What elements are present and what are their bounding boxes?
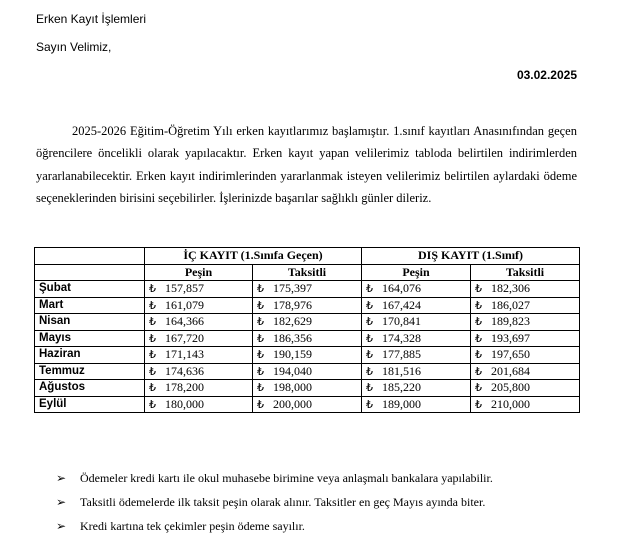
amount-cell <box>145 281 253 298</box>
currency-symbol: ₺ <box>475 331 483 345</box>
amount-cell <box>145 380 253 397</box>
month-cell: Haziran <box>35 347 145 364</box>
amount-cell <box>362 380 471 397</box>
amount-cell <box>471 330 580 347</box>
month-cell: Ağustos <box>35 380 145 397</box>
amount-value: 201,684 <box>491 363 531 378</box>
amount-cell <box>471 314 580 331</box>
amount-cell <box>253 396 362 413</box>
note-text: Ödemeler kredi kartı ile okul muhasebe birimine veya anlaşmalı bankalara yapılabilir. <box>80 471 493 485</box>
fee-table <box>34 247 580 413</box>
amount-cell <box>145 330 253 347</box>
currency-symbol: ₺ <box>149 348 156 362</box>
note-text: Taksitli ödemelerde ilk taksit peşin olarak alınır. Taksitler en geç Mayıs ayında biter. <box>80 495 486 509</box>
amount-value: 180,000 <box>165 396 204 411</box>
note-item <box>56 494 493 518</box>
month-cell: Nisan <box>35 314 145 331</box>
currency-symbol: ₺ <box>149 381 156 395</box>
currency-symbol: ₺ <box>475 315 483 329</box>
currency-symbol: ₺ <box>475 397 483 411</box>
amount-value: 164,366 <box>165 314 204 329</box>
table-row <box>35 281 580 298</box>
currency-symbol: ₺ <box>366 282 374 296</box>
amount-value: 177,885 <box>382 347 422 362</box>
amount-value: 190,159 <box>273 347 312 362</box>
currency-symbol: ₺ <box>149 397 156 411</box>
amount-value: 197,650 <box>491 347 531 362</box>
arrow-right-icon: ➢ <box>56 471 67 485</box>
amount-cell <box>253 363 362 380</box>
letter-date: 03.02.2025 <box>516 68 577 82</box>
note-item <box>56 470 493 494</box>
amount-value: 175,397 <box>273 281 312 296</box>
currency-symbol: ₺ <box>366 315 374 329</box>
amount-cell <box>253 297 362 314</box>
month-cell: Mart <box>35 297 145 314</box>
table-row <box>35 380 580 397</box>
amount-cell <box>471 297 580 314</box>
amount-cell <box>253 314 362 331</box>
currency-symbol: ₺ <box>366 348 374 362</box>
amount-cell <box>362 347 471 364</box>
currency-symbol: ₺ <box>366 298 374 312</box>
amount-cell <box>253 330 362 347</box>
amount-value: 167,720 <box>165 330 204 345</box>
empty-header-cell <box>35 248 145 265</box>
currency-symbol: ₺ <box>475 282 483 296</box>
amount-cell <box>362 281 471 298</box>
amount-value: 194,040 <box>273 363 312 378</box>
table-row <box>35 396 580 413</box>
amount-cell <box>471 363 580 380</box>
table-row <box>35 314 580 331</box>
table-row <box>35 297 580 314</box>
amount-value: 185,220 <box>382 380 422 395</box>
amount-value: 161,079 <box>165 297 204 312</box>
currency-symbol: ₺ <box>366 364 374 378</box>
internal-registration-header: İÇ KAYIT (1.Sınıfa Geçen) <box>145 248 362 265</box>
amount-value: 189,823 <box>491 314 531 329</box>
external-registration-header: DIŞ KAYIT (1.Sınıf) <box>362 248 580 265</box>
amount-cell <box>253 347 362 364</box>
amount-cell <box>471 380 580 397</box>
amount-cell <box>253 380 362 397</box>
amount-value: 167,424 <box>382 297 422 312</box>
amount-value: 182,629 <box>273 314 312 329</box>
amount-value: 193,697 <box>491 330 531 345</box>
table-row <box>35 363 580 380</box>
currency-symbol: ₺ <box>257 348 264 362</box>
amount-cell <box>362 330 471 347</box>
amount-value: 200,000 <box>273 396 312 411</box>
amount-cell <box>362 314 471 331</box>
month-cell: Şubat <box>35 281 145 298</box>
currency-symbol: ₺ <box>257 397 264 411</box>
table-row <box>35 347 580 364</box>
amount-cell <box>362 297 471 314</box>
amount-value: 178,200 <box>165 380 204 395</box>
amount-cell <box>253 281 362 298</box>
notes-list <box>56 470 493 542</box>
amount-value: 181,516 <box>382 363 422 378</box>
amount-value: 182,306 <box>491 281 531 296</box>
currency-symbol: ₺ <box>475 298 483 312</box>
currency-symbol: ₺ <box>475 364 483 378</box>
column-header: Taksitli <box>471 264 580 281</box>
table-row <box>35 330 580 347</box>
currency-symbol: ₺ <box>366 331 374 345</box>
column-header: Peşin <box>362 264 471 281</box>
amount-value: 178,976 <box>273 297 312 312</box>
amount-cell <box>362 396 471 413</box>
currency-symbol: ₺ <box>257 315 264 329</box>
currency-symbol: ₺ <box>475 381 483 395</box>
amount-value: 164,076 <box>382 281 422 296</box>
currency-symbol: ₺ <box>149 315 156 329</box>
amount-value: 198,000 <box>273 380 312 395</box>
currency-symbol: ₺ <box>257 381 264 395</box>
amount-value: 189,000 <box>382 396 422 411</box>
currency-symbol: ₺ <box>149 282 156 296</box>
amount-cell <box>471 281 580 298</box>
amount-value: 170,841 <box>382 314 422 329</box>
currency-symbol: ₺ <box>475 348 483 362</box>
amount-value: 157,857 <box>165 281 204 296</box>
month-cell: Eylül <box>35 396 145 413</box>
empty-header-cell <box>35 264 145 281</box>
letter-subject: Erken Kayıt İşlemleri <box>36 12 147 26</box>
amount-cell <box>145 314 253 331</box>
column-header: Taksitli <box>253 264 362 281</box>
fee-table-sub-header-row <box>35 264 580 281</box>
currency-symbol: ₺ <box>257 364 264 378</box>
letter-salutation: Sayın Velimiz, <box>36 40 112 54</box>
amount-value: 174,328 <box>382 330 422 345</box>
currency-symbol: ₺ <box>257 282 264 296</box>
amount-cell <box>362 363 471 380</box>
arrow-right-icon: ➢ <box>56 519 67 533</box>
amount-cell <box>471 347 580 364</box>
arrow-right-icon: ➢ <box>56 495 67 509</box>
currency-symbol: ₺ <box>257 298 264 312</box>
amount-value: 210,000 <box>491 396 531 411</box>
fee-table-body <box>35 281 580 413</box>
amount-value: 186,027 <box>491 297 531 312</box>
amount-cell <box>145 363 253 380</box>
note-text: Kredi kartına tek çekimler peşin ödeme sayılır. <box>80 519 305 533</box>
column-header: Peşin <box>145 264 253 281</box>
currency-symbol: ₺ <box>149 364 156 378</box>
currency-symbol: ₺ <box>257 331 264 345</box>
currency-symbol: ₺ <box>149 331 156 345</box>
currency-symbol: ₺ <box>149 298 156 312</box>
amount-value: 174,636 <box>165 363 204 378</box>
fee-table-group-header-row <box>35 248 580 265</box>
currency-symbol: ₺ <box>366 381 374 395</box>
note-item <box>56 518 493 542</box>
amount-cell <box>145 347 253 364</box>
month-cell: Mayıs <box>35 330 145 347</box>
amount-value: 205,800 <box>491 380 531 395</box>
amount-value: 186,356 <box>273 330 312 345</box>
amount-value: 171,143 <box>165 347 204 362</box>
amount-cell <box>145 297 253 314</box>
amount-cell <box>471 396 580 413</box>
month-cell: Temmuz <box>35 363 145 380</box>
amount-cell <box>145 396 253 413</box>
letter-intro-paragraph: 2025-2026 Eğitim-Öğretim Yılı erken kayıtlarımız başlamıştır. 1.sınıf kayıtları Anasınıfından geçen öğrencilere öncelikli olarak yapılacaktır. Erken kayıt yapan velilerimiz tabloda belirtilen indirimlerden yararlanabilecektir. Erken kayıt indirimlerinden yararlanmak isteyen velilerimiz belirtilen aylardaki ödeme seçeneklerinden birisini seçebilirler. İşlerinizde başarılar sağlıklı günler dileriz. <box>36 124 577 205</box>
currency-symbol: ₺ <box>366 397 374 411</box>
